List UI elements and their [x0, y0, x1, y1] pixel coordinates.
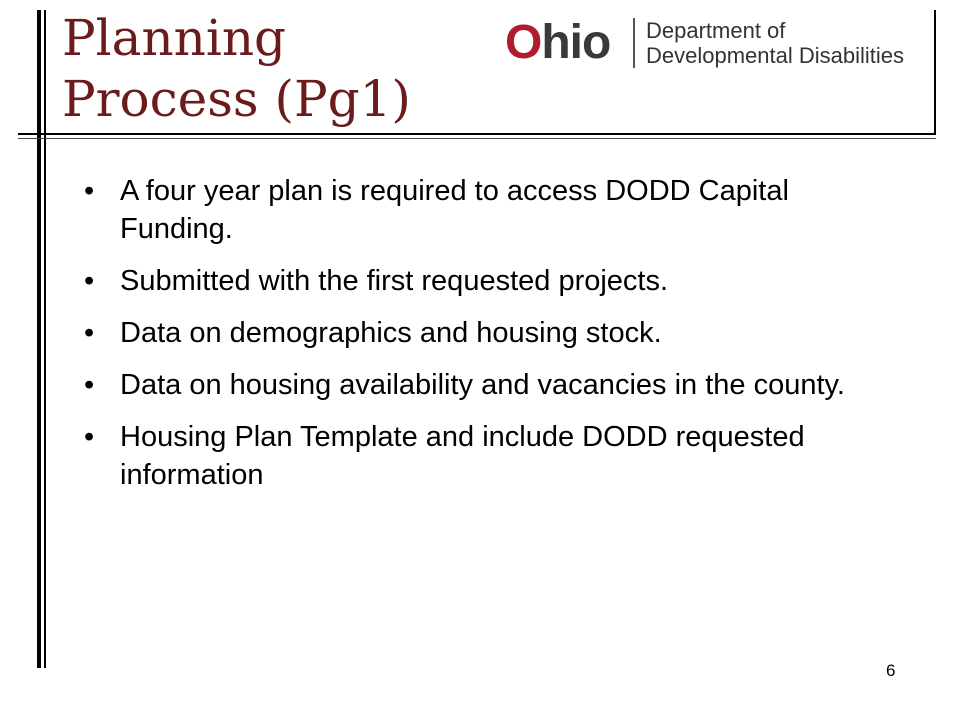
bullet-marker: •	[84, 421, 95, 453]
logo-divider	[633, 18, 635, 68]
slide-title-line-2: Process (Pg1)	[62, 70, 411, 128]
bullet-item	[80, 418, 870, 494]
bullet-item	[80, 366, 870, 404]
bullet-text: Housing Plan Template and include DODD requested information	[120, 421, 805, 491]
left-border-rule-thin	[44, 10, 46, 668]
bullet-list	[80, 172, 870, 508]
ohio-dodd-logo	[505, 14, 937, 74]
department-name	[646, 18, 904, 68]
bullet-marker: •	[84, 175, 95, 207]
bullet-item	[80, 172, 870, 248]
bullet-marker: •	[84, 317, 95, 349]
department-name-line-1: Department of	[646, 18, 786, 43]
department-name-line-2: Developmental Disabilities	[646, 43, 905, 68]
header-divider-rule	[18, 133, 936, 135]
bullet-text: Data on housing availability and vacancies in the county.	[120, 369, 845, 401]
left-border-rule-thick	[37, 10, 41, 668]
ohio-wordmark-initial: O	[505, 16, 542, 69]
slide-title	[62, 8, 411, 130]
slide-title-line-1: Planning	[62, 9, 287, 67]
bullet-item	[80, 262, 870, 300]
bullet-item	[80, 314, 870, 352]
ohio-wordmark-rest: hio	[541, 16, 611, 69]
bullet-marker: •	[84, 369, 95, 401]
ohio-wordmark	[505, 14, 610, 72]
page-number: 6	[886, 661, 896, 680]
header-divider-shadow-rule	[18, 138, 936, 139]
bullet-text: Submitted with the first requested projects.	[120, 265, 669, 297]
bullet-marker: •	[84, 265, 95, 297]
bullet-text: A four year plan is required to access DODD Capital Funding.	[120, 175, 789, 245]
bullet-text: Data on demographics and housing stock.	[120, 317, 662, 349]
